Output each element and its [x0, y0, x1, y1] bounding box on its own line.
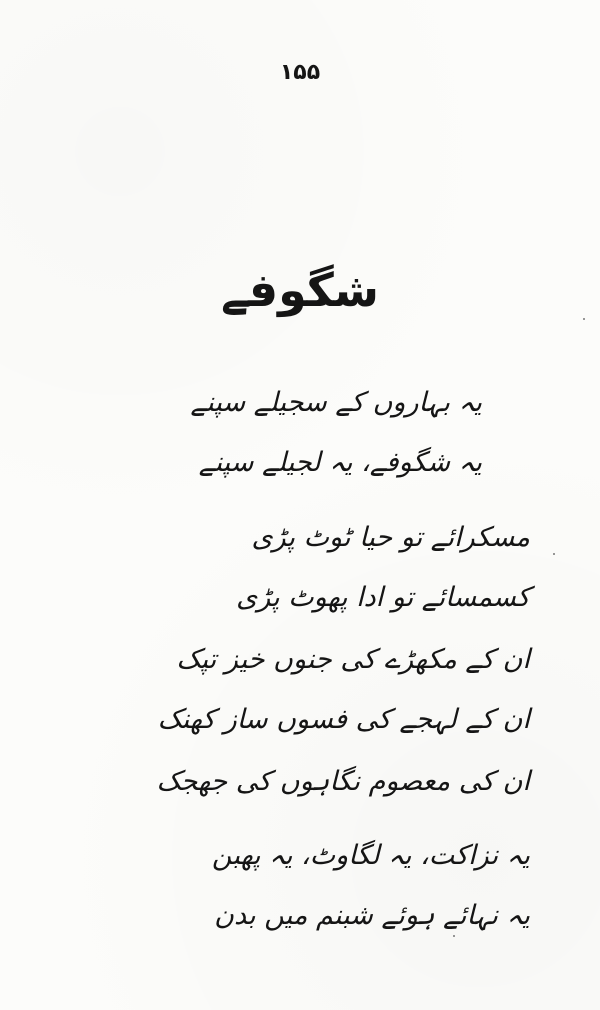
paper-speck	[583, 318, 585, 320]
poem-line: ان کے لہجے کی فسوں ساز کھنک	[157, 704, 530, 735]
poem-line: ان کی معصوم نگاہوں کی جھجک	[156, 766, 530, 797]
poem-line: مسکرائے تو حیا ٹوٹ پڑی	[251, 522, 530, 553]
paper-speck	[553, 553, 555, 555]
paper-speck	[453, 935, 455, 937]
poem-title: شگوفے	[221, 263, 379, 317]
poem-line: یہ نہائے ہوئے شبنم میں بدن	[214, 900, 530, 931]
page-number: ۱۵۵	[279, 60, 321, 85]
poem-line: یہ نزاکت، یہ لگاوٹ، یہ پھبن	[211, 840, 530, 871]
poem-line: ان کے مکھڑے کی جنوں خیز تپک	[176, 644, 530, 675]
poem-line: یہ بہاروں کے سجیلے سپنے	[190, 387, 482, 418]
poem-line: یہ شگوفے، یہ لجیلے سپنے	[198, 447, 482, 478]
poem-line: کسمسائے تو ادا پھوٹ پڑی	[236, 582, 530, 613]
